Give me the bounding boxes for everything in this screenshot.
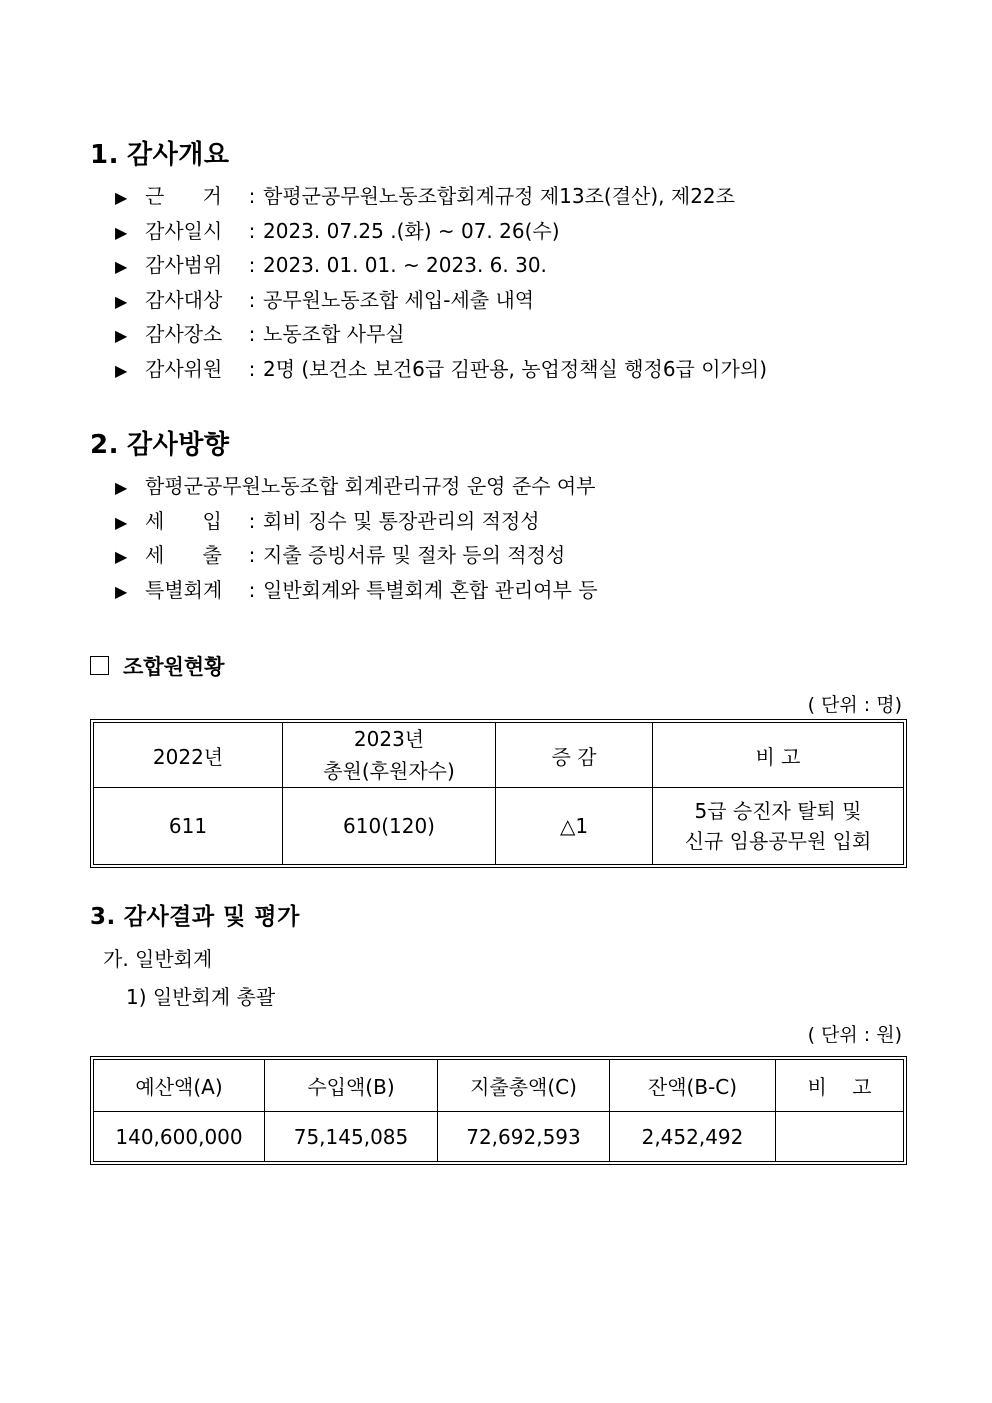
membership-table [90, 719, 907, 868]
section3-title: 감사결과 및 평가 [123, 904, 300, 930]
membership-heading [90, 651, 224, 681]
list-item: ▶ 감사위원 : 2명 (보건소 보건6급 김판용, 농업정책실 행정6급 이가의) [115, 352, 767, 387]
general-account-unit: ( 단위 : 원) [807, 1024, 902, 1046]
header-cell: 비 고 [653, 722, 904, 788]
list-item: ▶ 감사장소 : 노동조합 사무실 [115, 317, 767, 352]
section1-number: 1. [90, 140, 119, 170]
header-cell: 2023년 총원(후원자수) [283, 722, 496, 788]
general-account-table [90, 1056, 907, 1165]
triangle-right-icon: ▶ [115, 188, 128, 207]
section2-number: 2. [90, 430, 119, 460]
list-item: ▶ 함평군공무원노동조합 회계관리규정 운영 준수 여부 [115, 469, 598, 504]
triangle-right-icon: ▶ [115, 291, 128, 311]
subsection-general-summary: 1) 일반회계 총괄 [126, 985, 276, 1009]
list-item: ▶ 감사일시 : 2023. 07.25 .(화) ~ 07. 26(수) [115, 214, 767, 249]
triangle-right-icon: ▶ [115, 360, 128, 380]
triangle-right-icon: ▶ [115, 222, 128, 242]
data-cell: △1 [496, 788, 653, 865]
membership-title: 조합원현황 [123, 655, 225, 679]
triangle-right-icon: ▶ [115, 547, 128, 567]
list-item: ▶ 감사대상 : 공무원노동조합 세입-세출 내역 [115, 283, 767, 318]
list-item: ▶ 감사범위 : 2023. 01. 01. ~ 2023. 6. 30. [115, 248, 767, 283]
header-cell: 지출총액(C) [438, 1059, 610, 1112]
data-cell [776, 1112, 904, 1162]
header-cell: 비 고 [776, 1059, 904, 1112]
square-outline-icon [90, 656, 109, 675]
section3-heading [90, 898, 300, 931]
header-cell: 예산액(A) [93, 1059, 265, 1112]
data-cell: 610(120) [283, 788, 496, 865]
section2-heading [90, 424, 229, 461]
list-item: ▶ 특별회계 : 일반회계와 특별회계 혼합 관리여부 등 [115, 573, 598, 608]
section2-list [115, 469, 598, 607]
triangle-right-icon: ▶ [115, 581, 128, 601]
data-cell: 140,600,000 [93, 1112, 265, 1162]
subsection-general-account: 가. 일반회계 [103, 947, 213, 971]
triangle-right-icon: ▶ [115, 478, 128, 497]
header-cell: 2022년 [93, 722, 283, 788]
section2-title: 감사방향 [126, 430, 230, 460]
list-item: ▶ 근 거 : 함평군공무원노동조합회계규정 제13조(결산), 제22조 [115, 179, 767, 214]
header-cell: 수입액(B) [265, 1059, 438, 1112]
header-cell: 증 감 [496, 722, 653, 788]
membership-unit: ( 단위 : 명) [807, 694, 902, 716]
section1-heading [90, 134, 229, 171]
list-item: ▶ 세 출 : 지출 증빙서류 및 절차 등의 적정성 [115, 538, 598, 573]
triangle-right-icon: ▶ [115, 326, 128, 346]
table-row [93, 1112, 904, 1162]
table-row [93, 788, 904, 865]
triangle-right-icon: ▶ [115, 257, 128, 277]
data-cell: 72,692,593 [438, 1112, 610, 1162]
data-cell: 2,452,492 [610, 1112, 776, 1162]
section3-number: 3. [90, 904, 116, 930]
triangle-right-icon: ▶ [115, 512, 128, 532]
list-item: ▶ 세 입 : 회비 징수 및 통장관리의 적정성 [115, 504, 598, 539]
section1-title: 감사개요 [126, 140, 230, 170]
table-row [93, 722, 904, 788]
section1-list [115, 179, 767, 387]
data-cell: 5급 승진자 탈퇴 및 신규 임용공무원 입회 [653, 788, 904, 865]
data-cell: 75,145,085 [265, 1112, 438, 1162]
table-row [93, 1059, 904, 1112]
header-cell: 잔액(B-C) [610, 1059, 776, 1112]
data-cell: 611 [93, 788, 283, 865]
